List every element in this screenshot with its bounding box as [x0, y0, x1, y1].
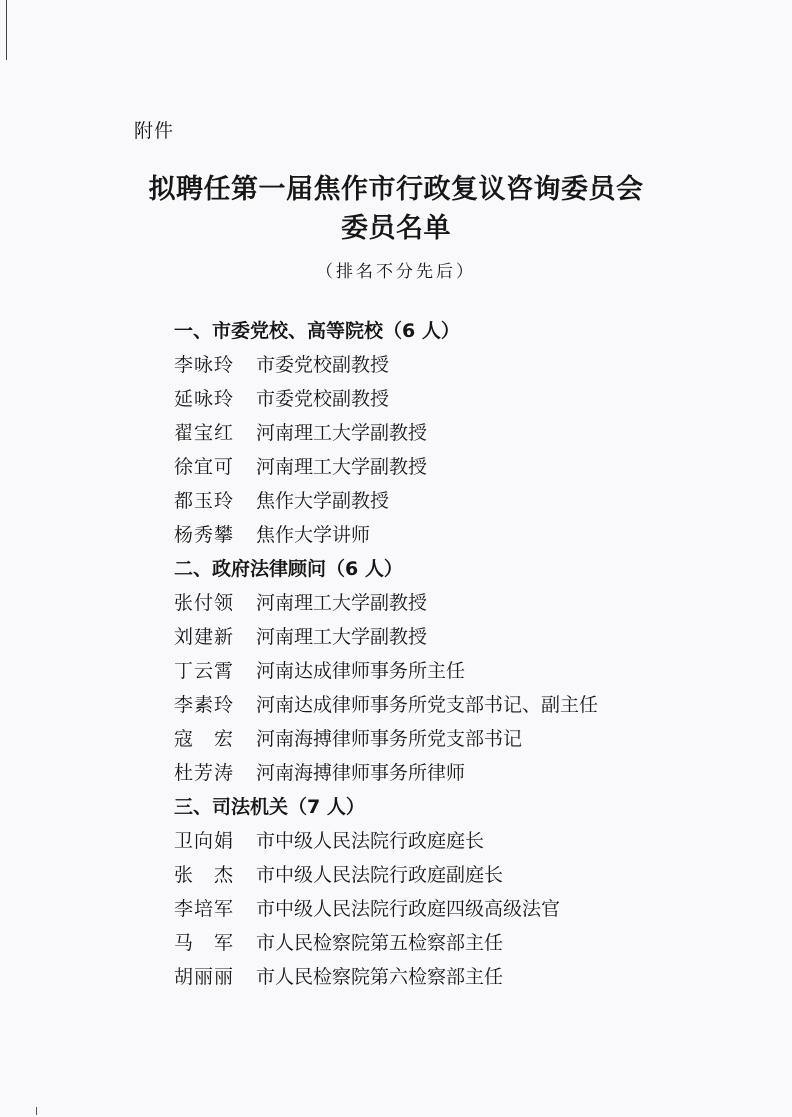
- member-title: 市委党校副教授: [256, 388, 390, 410]
- member-name: 李培军: [174, 898, 235, 920]
- member-name: 胡丽丽: [174, 966, 235, 988]
- member-title: 河南达成律师事务所主任: [256, 660, 466, 682]
- member-title: 河南理工大学副教授: [256, 456, 428, 478]
- member-list: [174, 314, 734, 994]
- member-row: [174, 858, 734, 892]
- member-row: [174, 688, 734, 722]
- member-row: [174, 756, 734, 790]
- document-title-line1: 拟聘任第一届焦作市行政复议咨询委员会: [148, 174, 644, 205]
- member-name: 徐宜可: [174, 456, 235, 478]
- member-row: [174, 824, 734, 858]
- member-row: [174, 654, 734, 688]
- member-name: 李咏玲: [174, 354, 235, 376]
- scan-edge-mark: [6, 0, 7, 60]
- member-row: [174, 620, 734, 654]
- member-title: 焦作大学副教授: [256, 490, 390, 512]
- document-title-line2: 委员名单: [341, 213, 451, 244]
- member-row: [174, 722, 734, 756]
- section-heading: 二、政府法律顾问（6 人）: [174, 558, 403, 580]
- member-title: 市人民检察院第六检察部主任: [256, 966, 504, 988]
- member-name: 寇 宏: [174, 728, 235, 750]
- member-name: 张 杰: [174, 864, 235, 886]
- member-row: [174, 382, 734, 416]
- section-heading: 三、司法机关（7 人）: [174, 796, 365, 818]
- member-name: 都玉玲: [174, 490, 235, 512]
- member-row: [174, 348, 734, 382]
- member-title: 河南理工大学副教授: [256, 592, 428, 614]
- member-name: 丁云霄: [174, 660, 235, 682]
- member-name: 李素玲: [174, 694, 235, 716]
- member-name: 翟宝红: [174, 422, 235, 444]
- member-row: [174, 926, 734, 960]
- member-name: 张付领: [174, 592, 235, 614]
- member-name: 卫向娟: [174, 830, 235, 852]
- member-row: [174, 518, 734, 552]
- scan-bottom-mark: [36, 1107, 37, 1115]
- member-title: 焦作大学讲师: [256, 524, 371, 546]
- member-name: 杜芳涛: [174, 762, 235, 784]
- member-name: 刘建新: [174, 626, 235, 648]
- member-row: [174, 450, 734, 484]
- section-heading: 一、市委党校、高等院校（6 人）: [174, 320, 460, 342]
- member-title: 河南海搏律师事务所党支部书记: [256, 728, 523, 750]
- member-title: 河南理工大学副教授: [256, 626, 428, 648]
- document-subtitle: （排名不分先后）: [316, 262, 476, 282]
- member-name: 延咏玲: [174, 388, 235, 410]
- member-row: [174, 416, 734, 450]
- attachment-label: 附件: [134, 120, 175, 142]
- member-title: 市委党校副教授: [256, 354, 390, 376]
- title-block: [0, 170, 792, 282]
- member-title: 市中级人民法院行政庭庭长: [256, 830, 485, 852]
- member-name: 马 军: [174, 932, 235, 954]
- member-title: 市中级人民法院行政庭四级高级法官: [256, 898, 561, 920]
- member-title: 河南理工大学副教授: [256, 422, 428, 444]
- member-title: 河南海搏律师事务所律师: [256, 762, 466, 784]
- member-title: 市中级人民法院行政庭副庭长: [256, 864, 504, 886]
- member-title: 市人民检察院第五检察部主任: [256, 932, 504, 954]
- member-row: [174, 892, 734, 926]
- member-row: [174, 960, 734, 994]
- member-name: 杨秀攀: [174, 524, 235, 546]
- member-row: [174, 484, 734, 518]
- member-title: 河南达成律师事务所党支部书记、副主任: [256, 694, 599, 716]
- member-row: [174, 586, 734, 620]
